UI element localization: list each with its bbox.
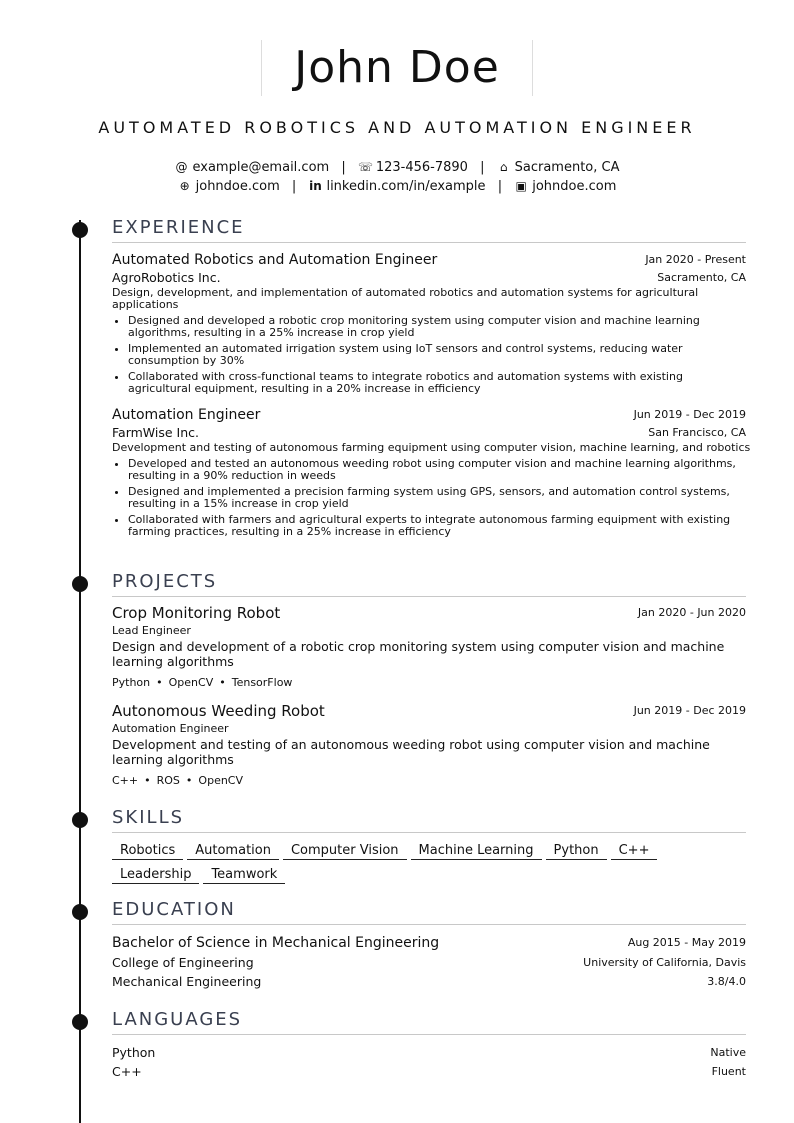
tech-tag: OpenCV <box>198 774 244 787</box>
degree: Bachelor of Science in Mechanical Engineering <box>112 935 440 951</box>
phone-link[interactable]: 123-456-7890 <box>375 160 468 175</box>
education-section <box>112 898 746 991</box>
list-item: • Designed and implemented a precision farming system using GPS, sensors, and automation control systems, resulting in a 15% increase in crop yield <box>128 486 746 510</box>
section-heading: EXPERIENCE <box>112 216 746 243</box>
university: University of California, Davis <box>583 956 746 969</box>
globe-icon: ⊕ <box>179 179 190 193</box>
project-entry <box>112 701 746 789</box>
experience-section <box>112 216 751 542</box>
project-title: Autonomous Weeding Robot <box>112 702 325 720</box>
job-company: AgroRobotics Inc. <box>112 270 221 285</box>
language-level: Fluent <box>711 1065 746 1078</box>
list-item: • Implemented an automated irrigation system using IoT sensors and control systems, reducing water consumption by 30% <box>128 343 746 367</box>
contact-row-2 <box>0 179 794 194</box>
project-description: Development and testing of an autonomous weeding robot using computer vision and machine learning algorithms <box>112 737 710 767</box>
college: College of Engineering <box>112 955 254 970</box>
at-icon: @ <box>175 160 188 174</box>
separator: | <box>291 179 297 194</box>
job-location: Sacramento, CA <box>657 271 746 284</box>
job-role: Automated Robotics and Automation Engineer <box>112 252 438 268</box>
skills-list <box>112 839 746 887</box>
project-role: Lead Engineer <box>112 624 191 637</box>
linkedin-icon: in <box>309 179 322 193</box>
tech-separator: • <box>185 774 193 787</box>
tech-tag: Python <box>112 676 151 689</box>
job-summary: Development and testing of autonomous farming equipment using computer vision, machine learning, and robotics <box>112 441 751 454</box>
section-heading: PROJECTS <box>112 570 746 597</box>
project-tech <box>112 771 746 789</box>
skill-tag: Robotics <box>112 843 183 860</box>
phone-icon: ☏ <box>357 160 373 174</box>
separator: | <box>497 179 503 194</box>
list-item: • Collaborated with cross-functional teams to integrate robotics and automation systems with existing agricultural equipment, resulting in a 20% increase in efficiency <box>128 371 746 395</box>
bookmark-icon: ▣ <box>515 179 527 193</box>
timeline-dot-languages <box>72 1014 88 1030</box>
skill-tag: Automation <box>187 843 279 860</box>
timeline-dot-education <box>72 904 88 920</box>
section-heading: SKILLS <box>112 806 746 833</box>
timeline-dot-skills <box>72 812 88 828</box>
languages-list <box>112 1043 746 1081</box>
languages-section <box>112 1008 746 1081</box>
project-title: Crop Monitoring Robot <box>112 604 281 622</box>
list-item: • Designed and developed a robotic crop monitoring system using computer vision and machine learning algorithms, resulting in a 25% increase in crop yield <box>128 315 746 339</box>
job-entry <box>112 251 746 395</box>
separator: | <box>480 160 485 175</box>
tech-tag: C++ <box>112 774 139 787</box>
job-location: San Francisco, CA <box>648 426 746 439</box>
job-company: FarmWise Inc. <box>112 425 199 440</box>
tech-separator: • <box>156 676 163 689</box>
job-bullets <box>112 458 746 538</box>
tech-tag: OpenCV <box>168 676 214 689</box>
skill-tag: Computer Vision <box>283 843 407 860</box>
name-block <box>0 40 794 96</box>
skill-tag: C++ <box>611 843 658 860</box>
project-entry <box>112 603 746 691</box>
list-item: • Collaborated with farmers and agricultural experts to integrate autonomous farming equipment with existing farming practices, resulting in a 25% increase in efficiency <box>128 514 746 538</box>
job-dates: Jun 2019 - Dec 2019 <box>633 408 746 421</box>
section-heading: LANGUAGES <box>112 1008 746 1035</box>
section-heading: EDUCATION <box>112 898 746 925</box>
skill-tag: Python <box>546 843 607 860</box>
skill-tag: Leadership <box>112 867 199 884</box>
skill-tag: Teamwork <box>203 867 285 884</box>
list-item: • Developed and tested an autonomous weeding robot using computer vision and machine learning algorithms, resulting in a 90% reduction in weeds <box>128 458 746 482</box>
job-role: Automation Engineer <box>112 407 261 423</box>
tech-separator: • <box>144 774 151 787</box>
project-dates: Jun 2019 - Dec 2019 <box>633 704 746 717</box>
major: Mechanical Engineering <box>112 974 262 989</box>
email-link[interactable]: example@email.com <box>192 160 330 175</box>
skills-section <box>112 806 746 887</box>
home-icon: ⌂ <box>499 160 508 174</box>
education-dates: Aug 2015 - May 2019 <box>627 936 746 949</box>
language-name: Python <box>112 1045 156 1060</box>
job-title: AUTOMATED ROBOTICS AND AUTOMATION ENGINEER <box>98 118 696 137</box>
website-link[interactable]: johndoe.com <box>195 179 280 194</box>
job-summary: Design, development, and implementation of automated robotics and automation systems for agricultural applications <box>112 286 699 311</box>
location-text: Sacramento, CA <box>514 160 620 175</box>
skill-tag: Machine Learning <box>411 843 542 860</box>
projects-section <box>112 570 746 789</box>
gpa: 3.8/4.0 <box>707 975 746 988</box>
project-dates: Jan 2020 - Jun 2020 <box>637 606 746 619</box>
job-dates: Jan 2020 - Present <box>645 253 746 266</box>
linkedin-link[interactable]: linkedin.com/in/example <box>326 179 486 194</box>
project-role: Automation Engineer <box>112 722 229 735</box>
language-name: C++ <box>112 1064 142 1079</box>
project-tech <box>112 673 746 691</box>
tech-tag: ROS <box>156 774 180 787</box>
separator: | <box>341 160 346 175</box>
job-entry <box>112 406 751 538</box>
timeline-dot-experience <box>72 222 88 238</box>
education-entry <box>112 933 746 991</box>
job-bullets <box>112 315 746 395</box>
portfolio-link[interactable]: johndoe.com <box>532 179 617 194</box>
contact-row-1 <box>0 160 794 175</box>
tech-separator: • <box>219 676 226 689</box>
timeline-dot-projects <box>72 576 88 592</box>
timeline-line <box>79 220 81 1123</box>
person-name: John Doe <box>294 42 500 93</box>
project-description: Design and development of a robotic crop monitoring system using computer vision and machine learning algorithms <box>112 639 725 669</box>
tech-tag: TensorFlow <box>231 676 293 689</box>
language-level: Native <box>710 1046 746 1059</box>
